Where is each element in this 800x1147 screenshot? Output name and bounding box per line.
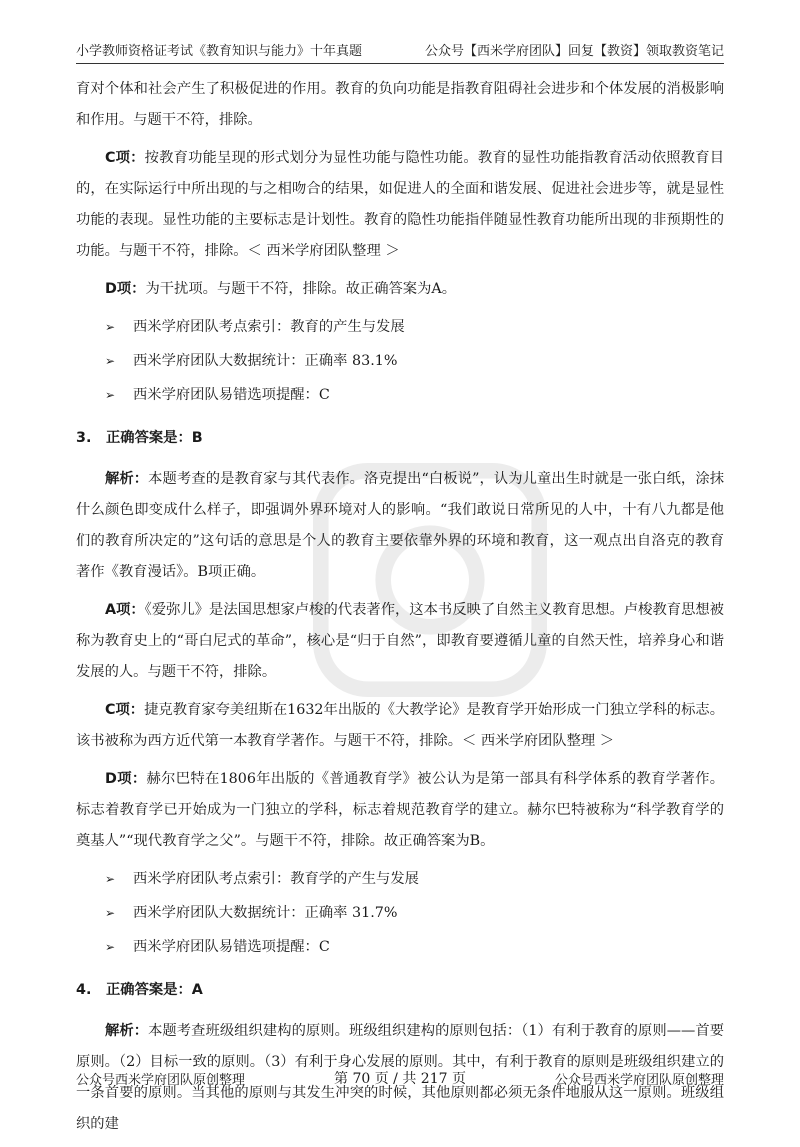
- paragraph-label: C项：: [105, 150, 145, 166]
- correct-answer-label: 正确答案是：B: [106, 430, 203, 446]
- bullet-item: [76, 312, 724, 343]
- bullet-text: 西米学府团队大数据统计：正确率 83.1%: [133, 353, 398, 369]
- paragraph-text: 本题考查班级组织建构的原则。班级组织建构的原则包括：（1）有利于教育的原则——首要原则。（2）目标一致的原则。（3）有利于身心发展的原则。其中，有利于教育的原则是班级组织建立的一条首要的原则。当其他的原则与其发生冲突的时候，其他原则都必须无条件地服从这一原则。班级组织的建: [76, 1023, 724, 1132]
- correct-answer-label: 正确答案是：A: [106, 982, 203, 998]
- bullet-text: 西米学府团队大数据统计：正确率 31.7%: [133, 905, 398, 921]
- paragraph: [76, 764, 724, 857]
- bullet-text: 西米学府团队考点索引：教育学的产生与发展: [133, 871, 419, 887]
- question-number: 3.: [76, 430, 92, 446]
- bullet-item: [76, 932, 724, 963]
- question-heading: [76, 975, 724, 1006]
- bullet-item: [76, 864, 724, 895]
- page-footer: [76, 1068, 724, 1088]
- paragraph: [76, 464, 724, 588]
- arrowhead-bullet-icon: ➢: [105, 388, 116, 402]
- paragraph-text: 按教育功能呈现的形式划分为显性功能与隐性功能。教育的显性功能指教育活动依照教育目的，在实际运行中所出现的与之相吻合的结果，如促进人的全面和谐发展、促进社会进步等，就是显性功能的表现。显性功能的主要标志是计划性。教育的隐性功能指伴随显性教育功能所出现的非预期性的功能。与题干不符，排除。＜ 西米学府团队整理 ＞: [76, 150, 725, 259]
- paragraph-label: D项：: [105, 281, 146, 297]
- paragraph-text: 育对个体和社会产生了积极促进的作用。教育的负向功能是指教育阻碍社会进步和个体发展的消极影响和作用。与题干不符，排除。: [76, 81, 724, 128]
- paragraph-label: 解析：: [105, 1023, 149, 1039]
- paragraph: [76, 74, 724, 136]
- paragraph-text: 《爱弥儿》是法国思想家卢梭的代表著作，这本书反映了自然主义教育思想。卢梭教育思想被称为教育史上的“哥白尼式的革命”，核心是“归于自然”，即教育要遵循儿童的自然天性，培养身心和谐发展的人。与题干不符，排除。: [76, 602, 724, 680]
- arrowhead-bullet-icon: ➢: [105, 872, 116, 886]
- paragraph: [76, 274, 724, 305]
- page-number: 第 70 页 / 共 217 页: [334, 1071, 466, 1087]
- header-left-title: 小学教师资格证考试《教育知识与能力》十年真题: [76, 44, 363, 59]
- document-body: [76, 74, 724, 1147]
- question-heading: [76, 423, 724, 454]
- arrowhead-bullet-icon: ➢: [105, 354, 116, 368]
- paragraph-label: C项：: [105, 702, 145, 718]
- paragraph-text: 本题考查的是教育家与其代表作。洛克提出“白板说”，认为儿童出生时就是一张白纸，涂抹什么颜色即变成什么样子，即强调外界环境对人的影响。“我们敢说日常所见的人中，十有八九都是他们的教育所决定的”这句话的意思是个人的教育主要依靠外界的环境和教育，这一观点出自洛克的教育著作《教育漫话》。B项正确。: [76, 471, 724, 580]
- arrowhead-bullet-icon: ➢: [105, 940, 116, 954]
- bullet-item: [76, 380, 724, 411]
- paragraph: [76, 143, 724, 267]
- arrowhead-bullet-icon: ➢: [105, 906, 116, 920]
- page-header: [76, 38, 724, 64]
- paragraph: [76, 595, 724, 688]
- paragraph: [76, 695, 724, 757]
- header-right-note: 公众号【西米学府团队】回复【教资】领取教资笔记: [424, 44, 724, 59]
- question-number: 4.: [76, 982, 92, 998]
- bullet-text: 西米学府团队易错选项提醒：C: [133, 387, 330, 403]
- bullet-item: [76, 346, 724, 377]
- footer-left-note: 公众号西米学府团队原创整理: [76, 1072, 246, 1088]
- bullet-item: [76, 898, 724, 929]
- footer-right-note: 公众号西米学府团队原创整理: [554, 1072, 724, 1088]
- paragraph-text: 赫尔巴特在1806年出版的《普通教育学》被公认为是第一部具有科学体系的教育学著作。标志着教育学已开始成为一门独立的学科，标志着规范教育学的建立。赫尔巴特被称为“科学教育学的奠基人”“现代教育学之父”。与题干不符，排除。故正确答案为B。: [76, 771, 724, 849]
- paragraph-label: D项：: [105, 771, 147, 787]
- paragraph-text: 捷克教育家夸美纽斯在1632年出版的《大教学论》是教育学开始形成一门独立学科的标志。该书被称为西方近代第一本教育学著作。与题干不符，排除。＜ 西米学府团队整理 ＞: [76, 702, 724, 749]
- bullet-text: 西米学府团队易错选项提醒：C: [133, 939, 330, 955]
- paragraph-text: 为干扰项。与题干不符，排除。故正确答案为A。: [145, 281, 457, 297]
- bullet-text: 西米学府团队考点索引：教育的产生与发展: [133, 319, 405, 335]
- arrowhead-bullet-icon: ➢: [105, 320, 116, 334]
- paragraph-label: A项：: [105, 602, 145, 618]
- paragraph-label: 解析：: [105, 471, 149, 487]
